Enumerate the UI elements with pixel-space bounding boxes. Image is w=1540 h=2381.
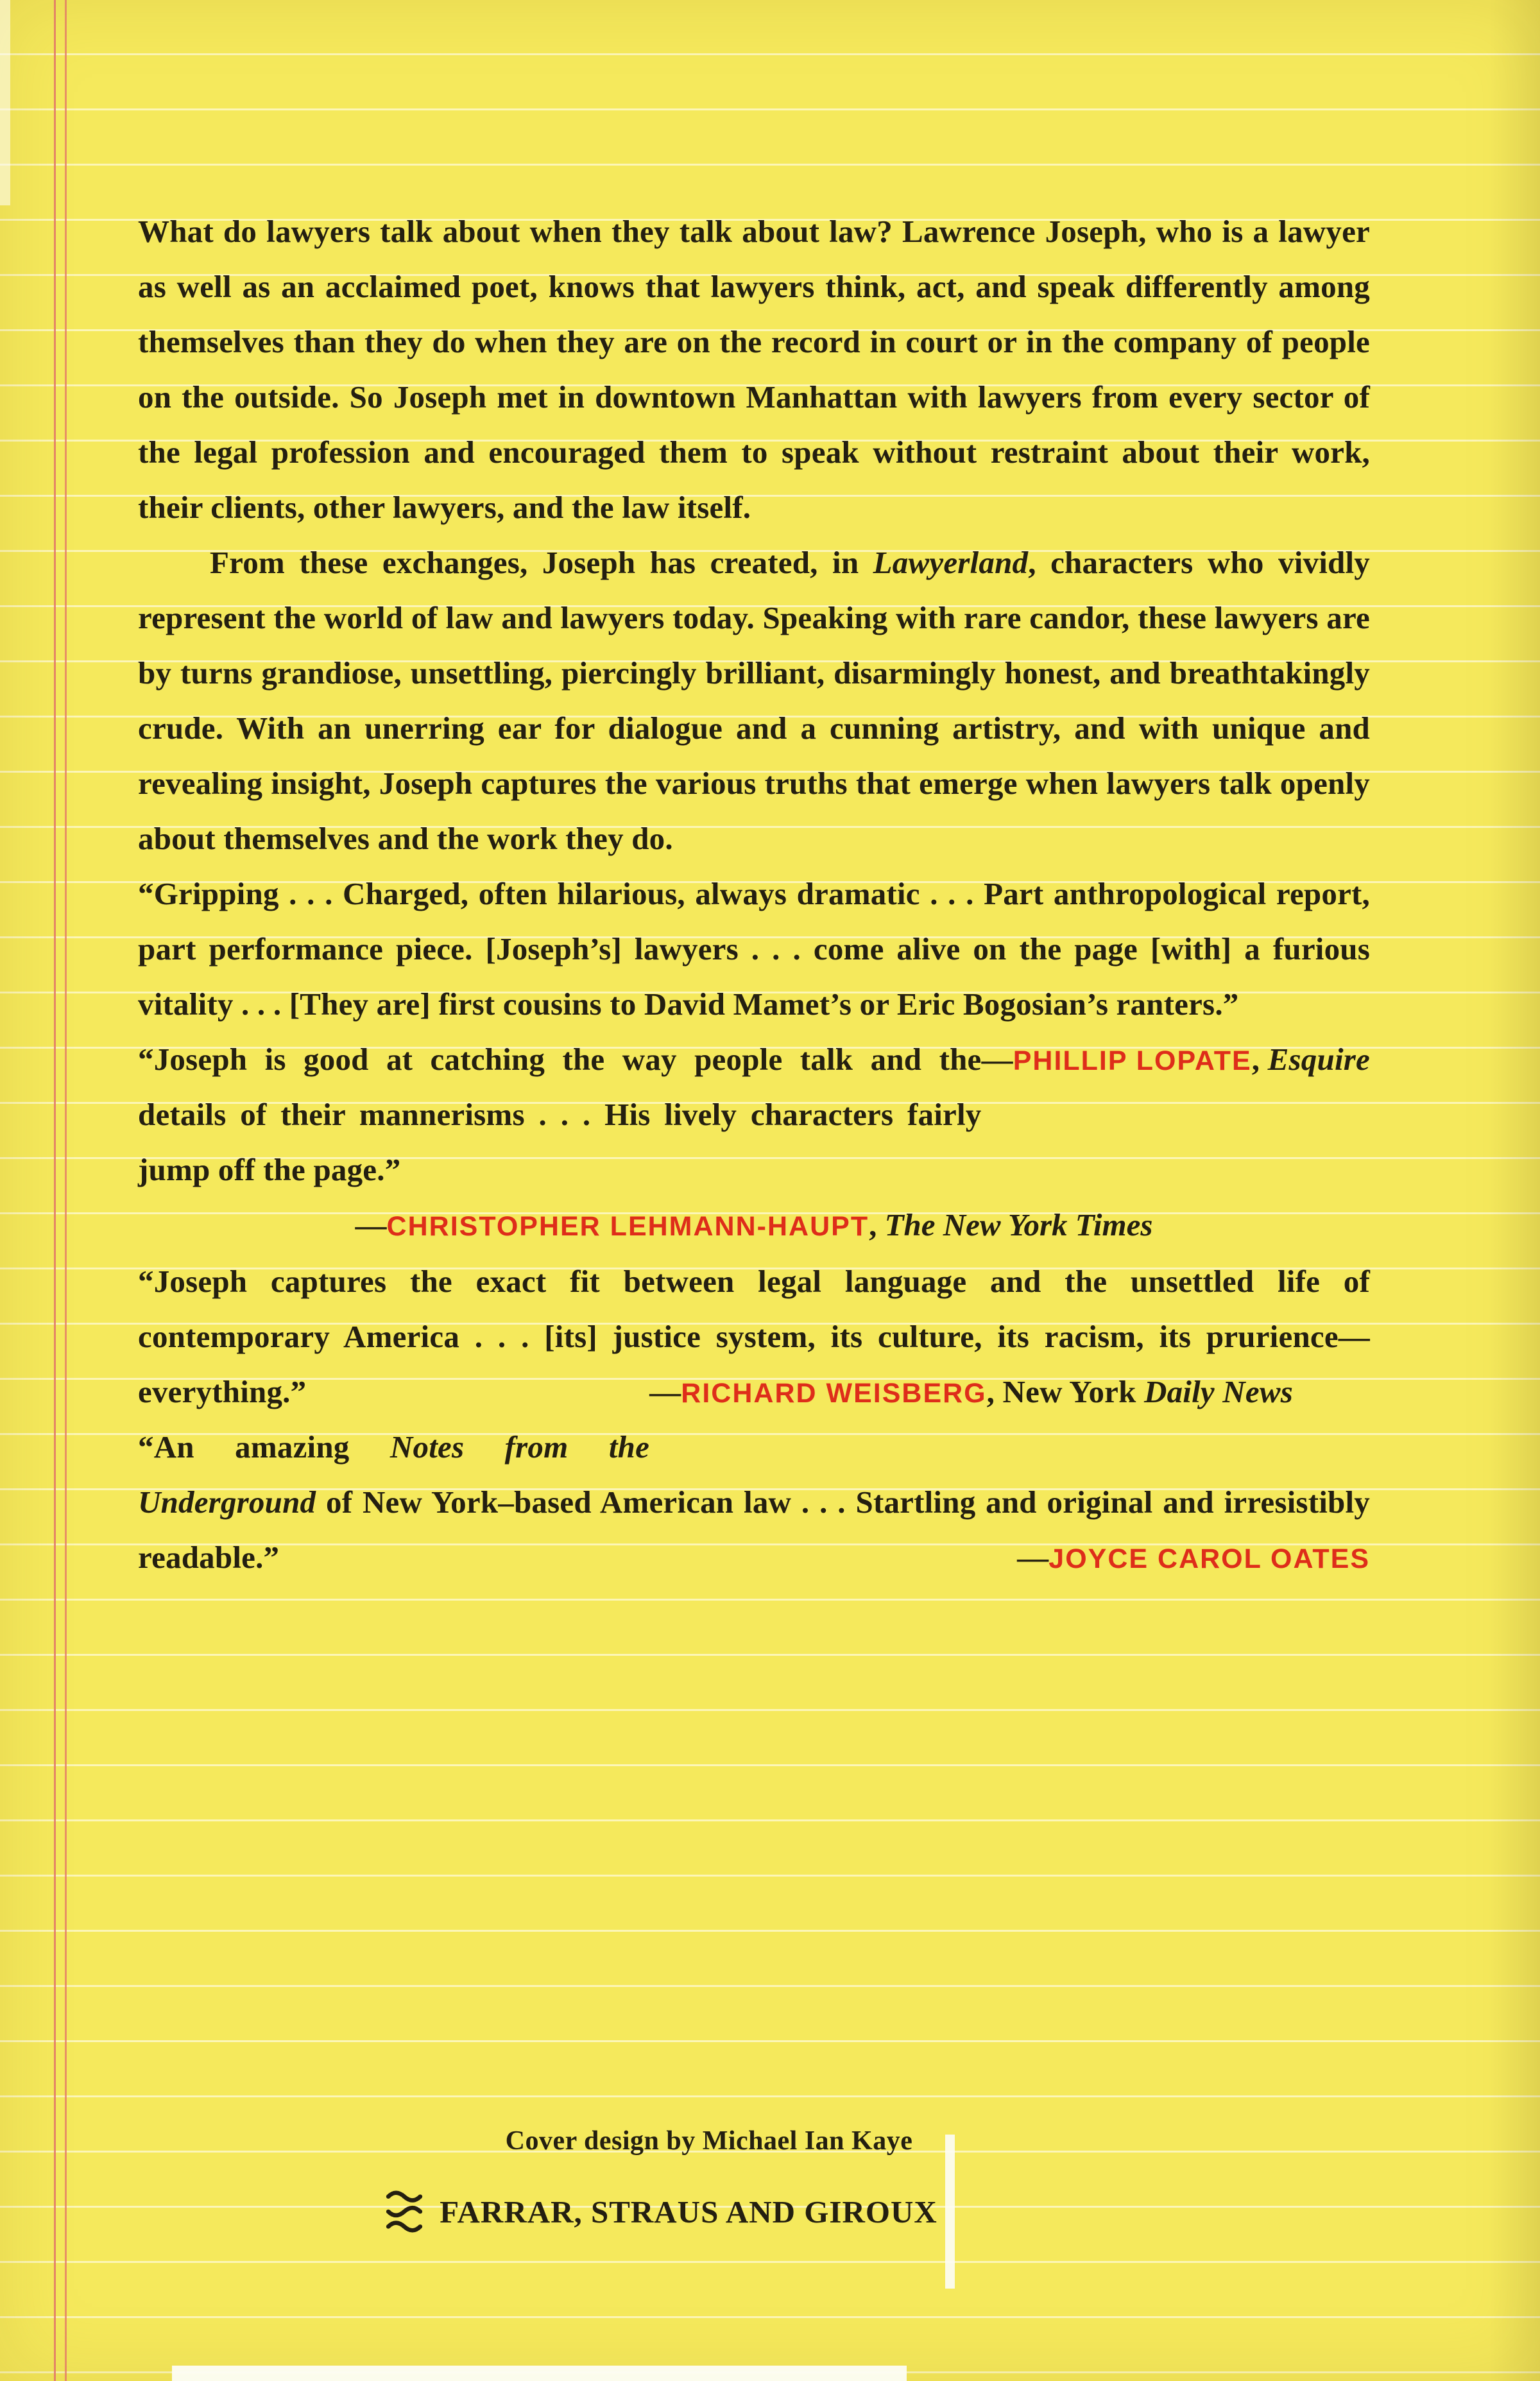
scan-artifact-left-edge <box>0 0 10 205</box>
reviewer-name-lopate: PHILLIP LOPATE <box>1013 1045 1252 1076</box>
book-title-italic: Lawyerland <box>873 545 1029 580</box>
synopsis-p2-lead: From these exchanges, Joseph has created, in <box>210 545 873 580</box>
quote-text-weisberg: “Joseph captures the exact fit between legal language and the unsettled life of contemporary America . . . [its] justice system, its culture, its racism, its prurience—everything.” <box>138 1264 1370 1409</box>
attribution-dash: — <box>981 1042 1013 1077</box>
quote-text-oates-italic: Notes from the Underground <box>138 1429 650 1520</box>
reviewer-name-oates: JOYCE CAROL OATES <box>1048 1543 1370 1574</box>
attribution-dash: — <box>649 1374 681 1409</box>
synopsis-paragraph-2 <box>138 535 1370 866</box>
attribution-comma: , <box>869 1207 885 1242</box>
fsg-colophon-icon <box>384 2187 424 2236</box>
attribution-oates <box>1017 1530 1370 1586</box>
page-edge-shadow <box>1489 0 1540 2381</box>
review-quote-lopate <box>138 866 1370 1077</box>
cover-text-column <box>138 204 1370 1586</box>
attribution-comma: , <box>986 1374 1003 1409</box>
quote-text-lehmann-haupt: “Joseph is good at catching the way people talk and the details of their mannerisms . . . His lively characters fairly jump off the page.” <box>138 1042 982 1187</box>
reviewer-name-weisberg: RICHARD WEISBERG <box>681 1378 987 1409</box>
legal-pad-margin-line <box>54 0 67 2381</box>
publication-new-york: New York <box>1002 1374 1144 1409</box>
reviewer-name-lehmann-haupt: CHRISTOPHER LEHMANN-HAUPT <box>386 1211 869 1242</box>
publication-new-york-times: The New York Times <box>884 1207 1153 1242</box>
cover-design-credit: Cover design by Michael Ian Kaye <box>505 2126 913 2156</box>
publisher-name: FARRAR, STRAUS AND GIROUX <box>440 2194 937 2230</box>
synopsis-p2-rest: , characters who vividly represent the world of law and lawyers today. Speaking with rare candor, these lawyers are by turns grandiose, unsettling, piercingly brilliant, disarmingly honest, and breathtakingly crude. With an unerring ear for dialogue and a cunning artistry, and with unique and revealing insight, Joseph captures the various truths that emerge when lawyers talk openly about themselves and the work they do. <box>138 545 1370 856</box>
synopsis-paragraph-1: What do lawyers talk about when they talk about law? Lawrence Joseph, who is a lawyer as well as an acclaimed poet, knows that lawyers think, act, and speak differently among themselves than they do when they are on the record in court or in the company of people on the outside. So Joseph met in downtown Manhattan with lawyers from every sector of the legal profession and encouraged them to speak without restraint about their work, their clients, other lawyers, and the law itself. <box>138 214 1370 525</box>
publisher-line <box>0 2181 1322 2242</box>
attribution-weisberg <box>649 1364 1293 1421</box>
attribution-dash: — <box>355 1207 387 1242</box>
review-quote-oates <box>138 1420 1370 1585</box>
publication-esquire: Esquire <box>1267 1042 1370 1077</box>
quote-text-lopate: “Gripping . . . Charged, often hilarious, always dramatic . . . Part anthropological report, part performance piece. [Joseph’s] lawyers . . . come alive on the page [with] a furious vitality . . . [They are] first cousins to David Mamet’s or Eric Bogosian’s ranters.” <box>138 876 1370 1022</box>
quote-text-oates-lead: “An amazing <box>138 1429 390 1465</box>
scan-artifact-vertical <box>945 2135 955 2289</box>
quote-text-oates-rest: of New York–based American law . . . Startling and original and irresistibly readable.” <box>138 1484 1370 1575</box>
attribution-dash: — <box>1017 1540 1049 1575</box>
attribution-lehmann-haupt <box>138 1198 1370 1254</box>
attribution-lopate <box>982 1032 1370 1088</box>
attribution-comma: , <box>1251 1042 1268 1077</box>
scan-artifact-bottom <box>172 2366 907 2381</box>
review-quote-weisberg <box>138 1254 1370 1420</box>
publication-daily-news: Daily News <box>1144 1374 1293 1409</box>
